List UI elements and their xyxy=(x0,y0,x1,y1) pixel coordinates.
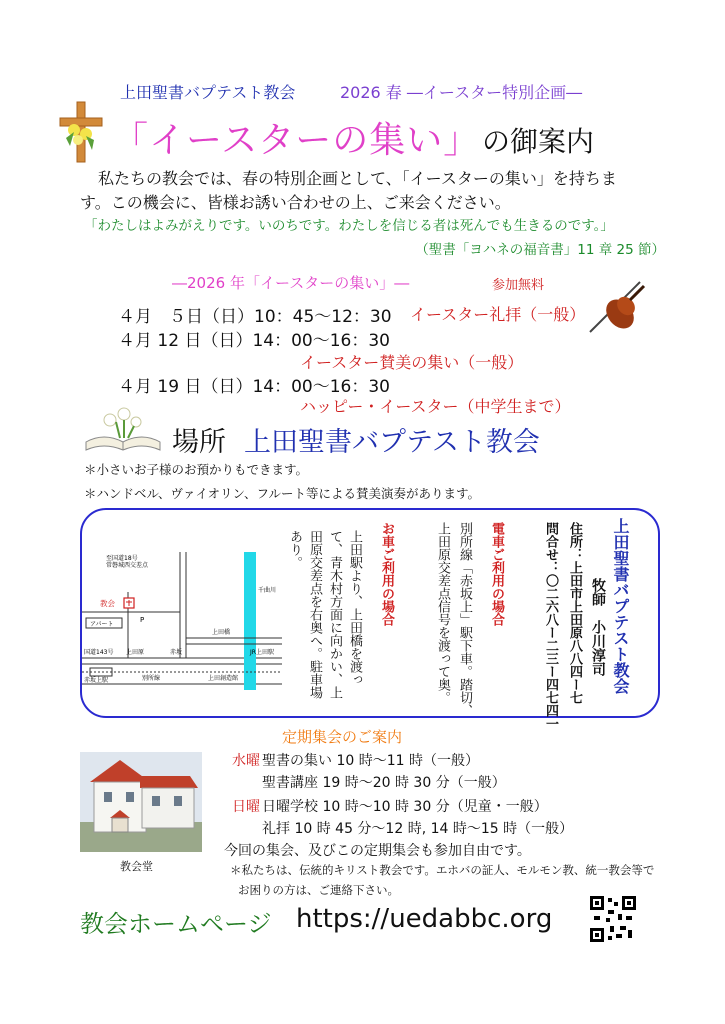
intro-line-1: 私たちの教会では、春の特別企画として、「イースターの集い」を持ちま xyxy=(98,169,617,188)
page-title-suffix: の御案内 xyxy=(482,125,595,158)
sunday-meeting-1: 日曜学校 10 時～10 時 30 分（児童・一般） xyxy=(262,799,548,815)
svg-text:至国道18号: 至国道18号 xyxy=(106,555,138,562)
footnote-2: お困りの方は、ご連絡下さい。 xyxy=(238,883,399,897)
svg-text:上田橋: 上田橋 xyxy=(212,629,231,636)
svg-text:P: P xyxy=(140,616,145,624)
wednesday-label: 水曜 xyxy=(232,753,260,769)
regular-meetings-title: 定期集会のご案内 xyxy=(282,728,403,746)
free-participation-note: 今回の集会、及びこの定期集会も参加自由です。 xyxy=(224,843,531,859)
free-badge: 参加無料 xyxy=(492,278,545,293)
svg-text:上田原: 上田原 xyxy=(126,649,145,656)
event-date-2: ４月 12 日（日）14：00～16：30 xyxy=(118,331,390,351)
svg-text:別所線: 別所線 xyxy=(142,675,161,682)
svg-text:常磐城西交差点: 常磐城西交差点 xyxy=(106,562,149,569)
car-text-1: 上田駅より、上田橋を渡っ xyxy=(347,530,362,686)
cross-lily-icon xyxy=(56,100,106,164)
event-name-1: イースター礼拝（一般） xyxy=(410,305,586,324)
note-music: ＊ハンドベル、ヴァイオリン、フルート等による賛美演奏があります。 xyxy=(84,486,481,501)
sunday-meeting-2: 礼拝 10 時 45 分～12 時, 14 時～15 時（一般） xyxy=(262,821,574,837)
train-title: 電車ご利用の場合 xyxy=(489,522,504,626)
homepage-label: 教会ホームページ xyxy=(80,910,272,938)
event-name-2: イースター賛美の集い（一般） xyxy=(300,353,524,372)
train-text-2: 上田原交差点信号を渡って奥。 xyxy=(435,522,450,704)
contact-church-name: 上田聖書バプテスト教会 xyxy=(611,518,630,694)
contact-address: 住所：上田市上田原八八四ー七 xyxy=(567,522,582,704)
svg-text:上田創造館: 上田創造館 xyxy=(208,675,239,682)
contact-pastor: 牧師 小川淳司 xyxy=(590,578,606,676)
svg-text:千曲川: 千曲川 xyxy=(258,587,277,594)
car-title: お車ご利用の場合 xyxy=(379,522,394,626)
svg-text:JR上田駅: JR上田駅 xyxy=(250,649,274,656)
svg-text:国道143号: 国道143号 xyxy=(84,649,114,656)
event-name-3: ハッピー・イースター（中学生まで） xyxy=(300,397,571,416)
place-label: 場所 xyxy=(172,427,226,458)
event-date-1: ４月 ５日（日）10：45～12：30 xyxy=(118,307,392,327)
event-heading: ―2026 年「イースターの集い」― xyxy=(172,274,410,292)
homepage-url[interactable]: https://uedabbc.org xyxy=(296,904,553,934)
page-title: 「イースターの集い」 xyxy=(112,120,481,161)
church-building-photo xyxy=(80,752,202,852)
wednesday-meeting-1: 聖書の集い 10 時～11 時（一般） xyxy=(262,753,479,769)
header-church-name: 上田聖書バプテスト教会 xyxy=(120,83,296,102)
svg-text:アパート: アパート xyxy=(90,621,114,628)
photo-caption: 教会堂 xyxy=(120,860,153,873)
footnote-1: ＊私たちは、伝統的キリスト教会です。エホバの証人、モルモン教、統一教会等で xyxy=(230,863,655,877)
svg-text:赤坂: 赤坂 xyxy=(170,649,183,656)
event-date-3: ４月 19 日（日）14：00～16：30 xyxy=(118,377,390,397)
access-map xyxy=(82,552,282,690)
bible-verse: 「わたしはよみがえりです。いのちです。わたしを信じる者は死んでも生きるのです。」 xyxy=(84,218,614,234)
violin-icon xyxy=(586,278,646,338)
sunday-label: 日曜 xyxy=(232,799,260,815)
contact-phone: 問合せ：〇二六八ー二三ー四七四一 xyxy=(543,522,558,730)
car-text-4: あり。 xyxy=(287,530,302,569)
header-season: 2026 春 ―イースター特別企画― xyxy=(340,83,583,102)
intro-line-2: す。この機会に、皆様お誘い合わせの上、ご来会ください。 xyxy=(80,193,511,212)
note-childcare: ＊小さいお子様のお預かりもできます。 xyxy=(84,462,309,477)
svg-text:教会: 教会 xyxy=(100,599,115,608)
train-text-1: 別所線「赤坂上」駅下車。踏切、 xyxy=(457,522,472,717)
place-name: 上田聖書バプテスト教会 xyxy=(244,427,540,458)
wednesday-meeting-2: 聖書講座 19 時～20 時 30 分（一般） xyxy=(262,775,506,791)
car-text-3: 田原交差点を右奥へ。駐車場 xyxy=(307,530,322,699)
open-bible-lily-icon xyxy=(80,402,166,454)
svg-text:赤坂上駅: 赤坂上駅 xyxy=(84,677,109,684)
car-text-2: て、青木村方面に向かい、上 xyxy=(327,530,342,699)
bible-verse-reference: （聖書「ヨハネの福音書」11 章 25 節） xyxy=(415,242,665,258)
qr-code-icon[interactable] xyxy=(590,896,636,942)
